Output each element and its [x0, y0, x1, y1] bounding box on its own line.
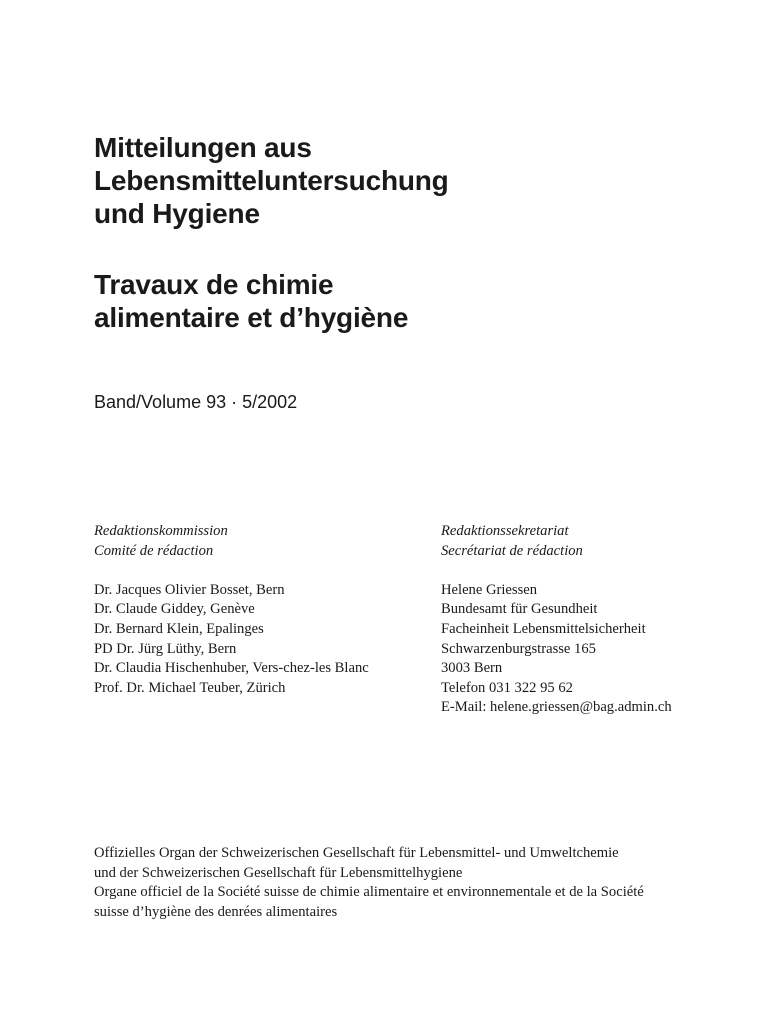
journal-title [94, 131, 714, 334]
footer-line: Organe officiel de la Société suisse de chimie alimentaire et environnementale et de la Société [94, 884, 644, 901]
secretariat-office: Bundesamt für Gesundheit [441, 601, 598, 618]
secretariat-email: E-Mail: helene.griessen@bag.admin.ch [441, 699, 672, 716]
secretariat-address [441, 581, 741, 718]
committee-member-list [94, 581, 424, 699]
editorial-committee [94, 522, 424, 698]
secretariat-heading-de: Redaktionssekretariat [441, 523, 569, 539]
committee-member: PD Dr. Jürg Lüthy, Bern [94, 640, 237, 657]
committee-heading-fr: Comité de rédaction [94, 542, 214, 559]
committee-heading-de: Redaktionskommission [94, 523, 228, 539]
footer-line: und der Schweizerischen Gesellschaft für Lebensmittelhygiene [94, 864, 463, 881]
french-title-line: Travaux de chimie [94, 269, 334, 300]
committee-member: Prof. Dr. Michael Teuber, Zürich [94, 679, 286, 696]
footer-line: suisse d’hygiène des denrées alimentaires [94, 903, 338, 920]
secretariat-street: Schwarzenburgstrasse 165 [441, 640, 596, 657]
german-title-line: Mitteilungen aus [94, 132, 312, 163]
german-title-line: und Hygiene [94, 198, 260, 229]
committee-member: Dr. Claudia Hischenhuber, Vers-chez-les Blanc [94, 660, 369, 677]
secretariat-contact-name: Helene Griessen [441, 581, 538, 598]
committee-member: Dr. Jacques Olivier Bosset, Bern [94, 581, 285, 598]
secretariat-heading-fr: Secrétariat de rédaction [441, 542, 583, 559]
committee-member: Dr. Bernard Klein, Epalinges [94, 620, 264, 637]
german-title-line: Lebensmitteluntersuchung [94, 165, 449, 196]
french-title [94, 268, 714, 334]
committee-member: Dr. Claude Giddey, Genève [94, 601, 255, 618]
secretariat-unit: Facheinheit Lebensmittelsicherheit [441, 620, 646, 637]
volume-issue: Band/Volume 93 · 5/2002 [94, 392, 298, 412]
german-title [94, 131, 714, 230]
editorial-secretariat [441, 522, 741, 718]
secretariat-city: 3003 Bern [441, 660, 503, 677]
footer-line: Offizielles Organ der Schweizerischen Gesellschaft für Lebensmittel- und Umweltchemie [94, 845, 619, 861]
secretariat-phone: Telefon 031 322 95 62 [441, 679, 573, 696]
official-organ-statement [94, 844, 714, 922]
french-title-line: alimentaire et d’hygiène [94, 302, 409, 333]
